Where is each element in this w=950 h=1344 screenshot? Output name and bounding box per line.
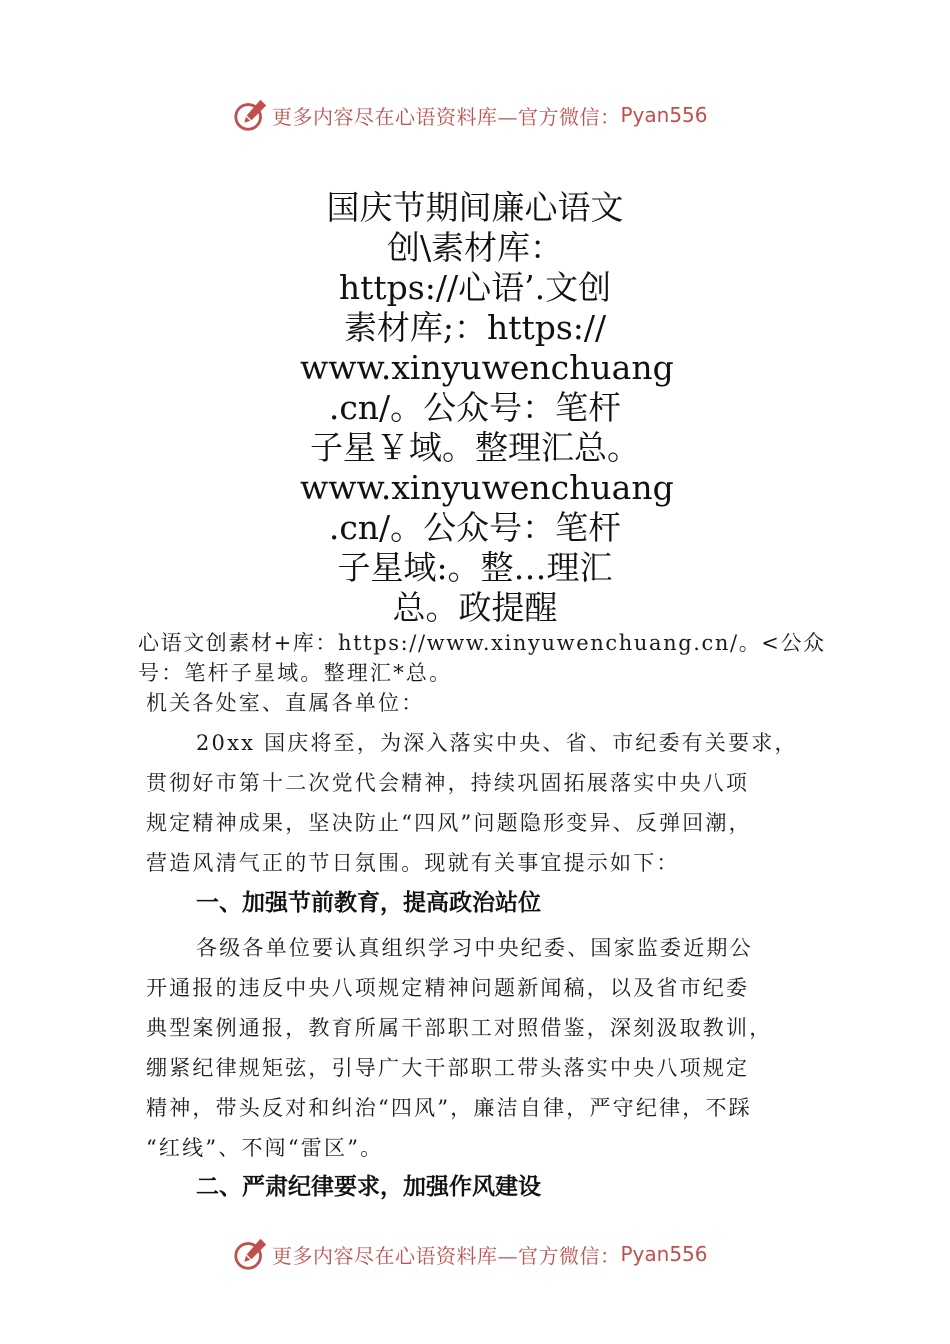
paragraph-line: 精神，带头反对和纠治“四风”，廉洁自律，严守纪律，不踩 xyxy=(146,1096,752,1120)
title-line: 总。政提醒 xyxy=(392,588,558,627)
paragraph-line: “红线”、不闯“雷区”。 xyxy=(146,1136,384,1160)
source-line: 心语文创素材+库：https://www.xinyuwenchuang.cn/。<公众 xyxy=(138,631,826,655)
paragraph-line: 规定精神成果，坚决防止“四风”问题隐形变异、反弹回潮， xyxy=(146,811,752,835)
banner-text: 更多内容尽在心语资料库—官方微信： xyxy=(272,1243,621,1268)
red-pen-circle-icon xyxy=(232,1235,270,1273)
title-line: .cn/。公众号：笔杆 xyxy=(328,388,622,427)
title-line: www.xinyuwenchuang xyxy=(300,348,674,387)
section-heading: 二、严肃纪律要求，加强作风建设 xyxy=(196,1174,541,1200)
section-heading: 一、加强节前教育，提高政治站位 xyxy=(196,890,541,916)
salutation: 机关各处室、直属各单位： xyxy=(146,691,425,715)
title-line: www.xinyuwenchuang xyxy=(300,468,674,507)
title-line: 创\素材库： xyxy=(386,228,564,267)
title-line: 国庆节期间廉心语文 xyxy=(326,188,624,227)
paragraph-line: 营造风清气正的节日氛围。现就有关事宜提示如下： xyxy=(146,851,680,875)
banner-text: 更多内容尽在心语资料库—官方微信： xyxy=(272,104,621,129)
title-line: 子星域:。整…理汇 xyxy=(337,548,613,587)
paragraph-line: 20xx 国庆将至，为深入落实中央、省、市纪委有关要求， xyxy=(196,731,798,755)
header-banner xyxy=(232,95,708,135)
paragraph-line: 开通报的违反中央八项规定精神问题新闻稿，以及省市纪委 xyxy=(146,976,750,1000)
red-pen-circle-icon xyxy=(232,96,270,134)
title-line: 子星￥域。整理汇总。 xyxy=(310,428,640,467)
paragraph-line: 各级各单位要认真组织学习中央纪委、国家监委近期公 xyxy=(196,936,753,960)
title-line: 素材库;：https:// xyxy=(343,308,607,347)
paragraph-line: 贯彻好市第十二次党代会精神，持续巩固拓展落实中央八项 xyxy=(146,771,750,795)
paragraph-line: 绷紧纪律规矩弦，引导广大干部职工带头落实中央八项规定 xyxy=(146,1056,750,1080)
document-title xyxy=(300,188,674,628)
footer-banner xyxy=(232,1234,708,1274)
source-line: 号：笔杆子星域。整理汇*总。 xyxy=(138,661,453,685)
title-line: https://心语’.文创 xyxy=(338,268,612,307)
banner-wechat-id: Pyan556 xyxy=(620,103,708,127)
paragraph-line: 典型案例通报，教育所属干部职工对照借鉴，深刻汲取教训， xyxy=(146,1016,773,1040)
banner-wechat-id: Pyan556 xyxy=(620,1242,708,1266)
title-line: .cn/。公众号：笔杆 xyxy=(328,508,622,547)
